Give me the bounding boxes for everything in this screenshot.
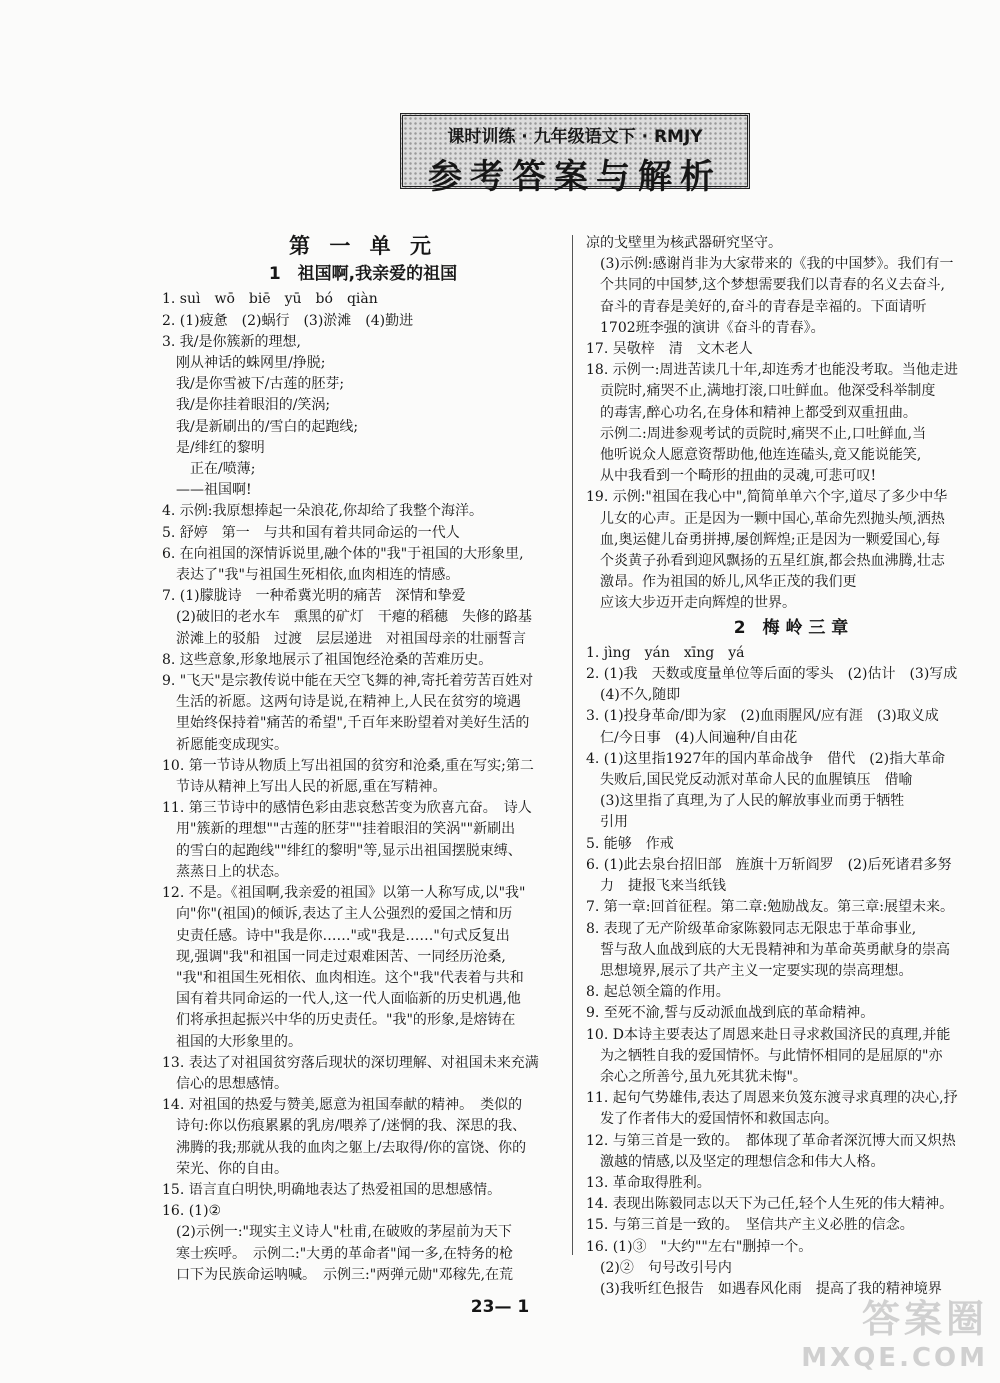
answer-line: 13. 表达了对祖国贫穷落后现状的深切理解、对祖国未来充满 xyxy=(162,1054,539,1071)
right-answers xyxy=(586,643,996,1300)
header-subtitle: 课时训练 · 九年级语文下 · RMJY xyxy=(447,127,703,147)
answer-line: 16. (1)② xyxy=(162,1203,222,1220)
header-title: 参考答案与解析 xyxy=(428,157,722,197)
answer-line: 祈愿能变成现实。 xyxy=(162,736,288,753)
answer-line: 发了作者伟大的爱国情怀和救国志向。 xyxy=(586,1111,838,1128)
right-column xyxy=(586,233,996,1300)
answer-line: 表达了"我"与祖国生死相依,血肉相连的情感。 xyxy=(162,567,460,584)
answer-line: 我/是你挂着眼泪的/笑涡; xyxy=(162,397,331,414)
answer-line: ——祖国啊! xyxy=(162,482,252,499)
answer-line: 生活的祈愿。这两句诗是说,在精神上,人民在贫穷的境遇 xyxy=(162,694,521,711)
answer-line: 11. 起句气势雄伟,表达了周恩来负笈东渡寻求真理的决心,抒 xyxy=(586,1090,958,1107)
answer-line: 15. 与第三首是一致的。 坚信共产主义必胜的信念。 xyxy=(586,1217,914,1234)
answer-line: 8. 表现了无产阶级革命家陈毅同志无限忠于革命事业, xyxy=(586,920,917,937)
answer-line: 9. 至死不渝,誓与反动派血战到底的革命精神。 xyxy=(586,1005,875,1022)
answer-line: 我/是你雪被下/古莲的胚芽; xyxy=(162,376,345,393)
answer-line: 2. (1)我 天数或度量单位等后面的零头 (2)估计 (3)写成 xyxy=(586,666,958,683)
answer-line: 10. 第一节诗从物质上写出祖国的贫穷和沧桑,重在写实;第二 xyxy=(162,757,534,774)
answer-line: 7. 第一章:回首征程。第二章:勉励战友。第三章:展望未来。 xyxy=(586,899,954,916)
answer-line: 荣光、你的自由。 xyxy=(162,1160,288,1177)
answer-line: 他听说众人愿意资帮助他,他连连磕头,竟又能说能笑, xyxy=(586,447,922,464)
answer-line: 里始终保持着"痛苦的希望",千百年来盼望着对美好生活的 xyxy=(162,715,530,732)
answer-line: 思想境界,展示了共产主义一定要实现的崇高理想。 xyxy=(586,962,913,979)
answer-line: 用"簇新的理想""古莲的胚芽""挂着眼泪的笑涡""新刷出 xyxy=(162,821,516,838)
answer-line: "我"和祖国生死相依、血肉相连。这个"我"代表着与共和 xyxy=(162,969,524,986)
answer-line: 是/绯红的黎明 xyxy=(162,439,265,456)
answer-line: 19. 示例:"祖国在我心中",简简单单六个字,道尽了多少中华 xyxy=(586,489,948,506)
answer-line: 史责任感。诗中"我是你……"或"我是……"句式反复出 xyxy=(162,927,510,944)
answer-line: 凉的戈壁里为核武器研究坚守。 xyxy=(586,235,782,251)
answer-line: 8. 起总领全篇的作用。 xyxy=(586,984,730,1001)
answer-line: 3. (1)投身革命/即为家 (2)血雨腥风/应有涯 (3)取义成 xyxy=(586,708,939,725)
answer-line: 5. 能够 作戒 xyxy=(586,835,674,852)
answer-line: 个共同的中国梦,这个梦想需要我们以青春的名义去奋斗, xyxy=(586,277,945,294)
watermark-url: MXQE.COM xyxy=(801,1343,988,1373)
answer-line: 刚从神话的蛛网里/挣脱; xyxy=(162,355,326,372)
answer-line: 血,奥运健儿奋勇拼搏,屡创辉煌;正是因为一颗爱国心,每 xyxy=(586,531,941,548)
answer-line: 11. 第三节诗中的感情色彩由悲哀愁苦变为欣喜亢奋。 诗人 xyxy=(162,800,532,817)
watermark xyxy=(801,1288,988,1373)
answer-line: 12. 与第三首是一致的。 都体现了革命者深沉博大而又炽热 xyxy=(586,1132,956,1149)
lesson-title-1: 1 祖国啊,我亲爱的祖国 xyxy=(268,264,458,285)
answer-line: 14. 表现出陈毅同志以天下为己任,轻个人生死的伟大精神。 xyxy=(586,1196,954,1213)
answer-line: (2)② 句号改引号内 xyxy=(586,1259,732,1276)
answer-line: 诗句:你以伤痕累累的乳房/喂养了/迷惘的我、深思的我、 xyxy=(162,1118,527,1135)
unit-title: 第 一 单 元 xyxy=(289,234,437,258)
answer-line: 4. (1)这里指1927年的国内革命战争 借代 (2)指大革命 xyxy=(586,750,946,767)
answer-line: 激越的情感,以及坚定的理想信念和伟大人格。 xyxy=(586,1153,885,1170)
watermark-logo: 答案圈 xyxy=(861,1297,988,1341)
answer-line: 1. jìng yán xīng yá xyxy=(586,644,745,661)
answer-line: 誓与敌人血战到底的大无畏精神和为革命英勇献身的崇高 xyxy=(586,941,950,958)
answer-line: 正在/喷薄; xyxy=(162,461,256,478)
answer-line: 4. 示例:我原想捧起一朵浪花,你却给了我整个海洋。 xyxy=(162,503,483,520)
answer-line: 13. 革命取得胜利。 xyxy=(586,1174,711,1191)
answer-line: 为之牺牲自我的爱国情怀。与此情怀相同的是屈原的"亦 xyxy=(586,1047,943,1064)
answer-line: 激昂。作为祖国的娇儿,风华正茂的我们更 xyxy=(586,574,857,591)
answer-line: 1. suì wō biē yū bó qiàn xyxy=(162,291,378,308)
answer-line: (2)示例一:"现实主义诗人"杜甫,在破败的茅屋前为天下 xyxy=(162,1224,512,1241)
answer-line: 的雪白的起跑线""绯红的黎明"等,显示出祖国摆脱束缚、 xyxy=(162,842,522,859)
answer-line: 信心的思想感情。 xyxy=(162,1075,288,1092)
answer-line: 蒸蒸日上的状态。 xyxy=(162,863,288,880)
answer-line: 淤滩上的驳船 过渡 层层递进 对祖国母亲的壮丽誓言 xyxy=(162,630,526,647)
left-column xyxy=(162,228,564,1286)
answer-line: (3)示例:感谢肖非为大家带来的《我的中国梦》。我们有一 xyxy=(586,256,954,273)
answer-line: 们将承担起振兴中华的历史责任。"我"的形象,是熔铸在 xyxy=(162,1012,516,1029)
answer-line: 寒士疾呼。 示例二:"大勇的革命者"闻一多,在特务的枪 xyxy=(162,1245,514,1262)
answer-line: (2)破旧的老水车 熏黑的矿灯 干瘪的稻穗 失修的路基 xyxy=(162,609,532,626)
answer-line: 的毒害,醉心功名,在身体和精神上都受到双重扭曲。 xyxy=(586,404,917,421)
answer-line: 12. 不是。《祖国啊,我亲爱的祖国》以第一人称写成,以"我" xyxy=(162,885,526,902)
answer-line: 力 捷报飞来当纸钱 xyxy=(586,878,726,895)
answer-line: 18. 示例一:周进苦读几十年,却连秀才也能没考取。当他走进 xyxy=(586,362,958,379)
page-number: 23— 1 xyxy=(470,1297,530,1317)
answer-line: (3)这里指了真理,为了人民的解放事业而勇于牺牲 xyxy=(586,793,905,810)
answer-line: 仁/今日事 (4)人间遍种/自由花 xyxy=(586,729,798,746)
answer-line: 10. D本诗主要表达了周恩来赴日寻求救国济民的真理,并能 xyxy=(586,1026,951,1043)
answer-line: 示例二:周进参观考试的贡院时,痛哭不止,口吐鲜血,当 xyxy=(586,425,927,442)
answer-line: 从中我看到一个畸形的扭曲的灵魂,可悲可叹! xyxy=(586,468,877,485)
answer-line: 17. 吴敬梓 清 文木老人 xyxy=(586,341,753,358)
answer-line: 应该大步迈开走向辉煌的世界。 xyxy=(586,595,796,612)
header-banner xyxy=(400,113,750,197)
answer-line: 我/是新刷出的/雪白的起跑线; xyxy=(162,418,359,435)
answer-line: 祖国的大形象里的。 xyxy=(162,1033,302,1050)
answer-line: 6. (1)此去泉台招旧部 旌旗十万斩阎罗 (2)后死诸君多努 xyxy=(586,856,952,873)
answer-line: 沸腾的我;那就从我的血肉之躯上/去取得/你的富饶、你的 xyxy=(162,1139,527,1156)
answer-line: 口下为民族命运呐喊。 示例三:"两弹元勋"邓稼先,在荒 xyxy=(162,1266,514,1283)
answer-line: 余心之所善兮,虽九死其犹未悔"。 xyxy=(586,1068,807,1085)
answer-line: 现,强调"我"和祖国一同走过艰难困苦、一同经历沧桑, xyxy=(162,948,506,965)
answer-line: (4)不久,随即 xyxy=(586,687,681,704)
answer-line: 引用 xyxy=(586,814,628,831)
answer-line: 失败后,国民党反动派对革命人民的血腥镇压 借喻 xyxy=(586,772,913,789)
answer-line: (3)我听红色报告 如遇春风化雨 提高了我的精神境界 xyxy=(586,1280,942,1297)
answer-line: 16. (1)③ "大约""左右"删掉一个。 xyxy=(586,1238,813,1255)
answer-line: 15. 语言直白明快,明确地表达了热爱祖国的思想感情。 xyxy=(162,1181,502,1198)
answer-line: 儿女的心声。正是因为一颗中国心,革命先烈抛头颅,洒热 xyxy=(586,510,945,527)
answer-line: 14. 对祖国的热爱与赞美,愿意为祖国奉献的精神。 类似的 xyxy=(162,1097,523,1114)
answer-line: 贡院时,痛哭不止,满地打滚,口吐鲜血。他深受科举制度 xyxy=(586,383,936,400)
lesson-title-2: 2 梅 岭 三 章 xyxy=(733,617,849,638)
answer-line: 奋斗的青春是美好的,奋斗的青春是幸福的。下面请听 xyxy=(586,298,927,315)
column-divider xyxy=(572,235,573,1255)
answer-line: 7. (1)朦胧诗 一种希冀光明的痛苦 深情和挚爱 xyxy=(162,588,466,605)
left-answers xyxy=(162,289,564,1286)
answer-line: 向"你"(祖国)的倾诉,表达了主人公强烈的爱国之情和历 xyxy=(162,906,513,923)
answer-line: 8. 这些意象,形象地展示了祖国饱经沧桑的苦难历史。 xyxy=(162,651,493,668)
answer-line: 国有着共同命运的一代人,这一代人面临新的历史机遇,他 xyxy=(162,991,521,1008)
answer-line: 9. "飞天"是宗教传说中能在天空飞舞的神,寄托着劳苦百姓对 xyxy=(162,673,534,690)
answer-line: 6. 在向祖国的深情诉说里,融个体的"我"于祖国的大形象里, xyxy=(162,545,524,562)
answer-line: 节诗从精神上写出人民的祈愿,重在写精神。 xyxy=(162,779,447,796)
right-answers-continued xyxy=(586,233,996,615)
answer-line: 5. 舒婷 第一 与共和国有着共同命运的一代人 xyxy=(162,524,460,541)
answer-line: 3. 我/是你簇新的理想, xyxy=(162,333,301,350)
answer-line: 个炎黄子孙看到迎风飘扬的五星红旗,都会热血沸腾,壮志 xyxy=(586,553,945,570)
answer-line: 2. (1)疲惫 (2)蜗行 (3)淤滩 (4)勤进 xyxy=(162,312,414,329)
answer-line: 1702班李强的演讲《奋斗的青春》。 xyxy=(586,319,825,336)
